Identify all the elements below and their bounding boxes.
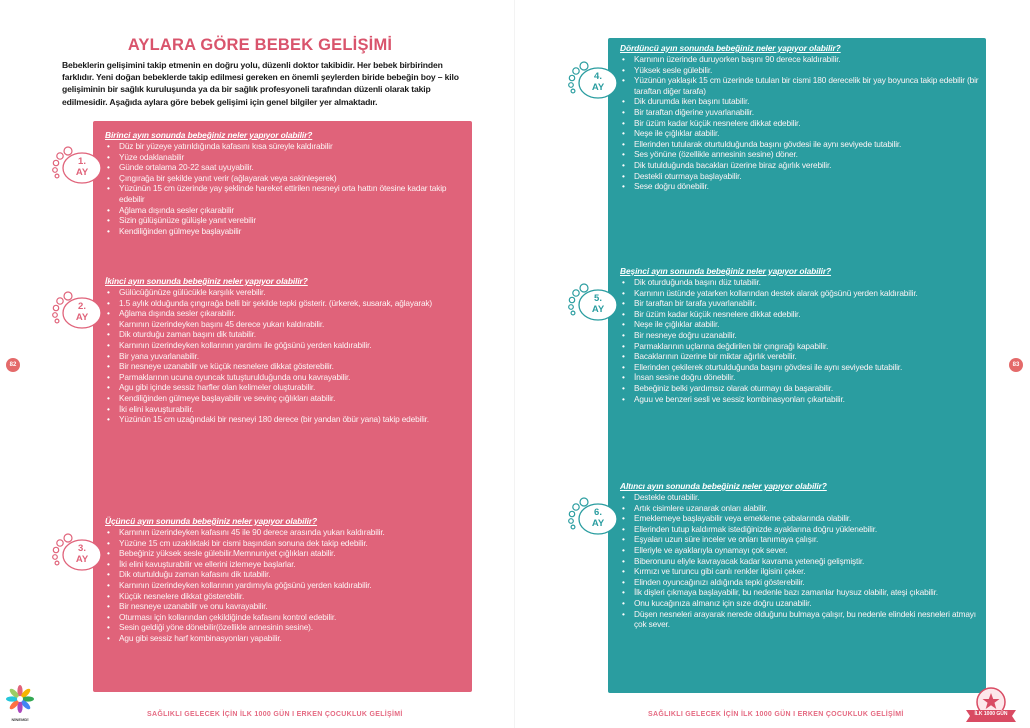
milestone-item: • Düşen nesneleri arayarak nerede olduğunu bulmaya çalışır, bu nedenle elindeki nesneleri atmayı çok sever. — [620, 609, 980, 630]
milestone-item: • Bebeğiniz yüksek sesle gülebilir.Memnuniyet çığlıkları atabilir. — [105, 548, 465, 559]
milestone-item: • Bir yana yuvarlanabilir. — [105, 351, 465, 362]
badge-number: 5. — [594, 293, 602, 304]
milestone-item: • Karnının üzerindeyken kollarının yardımı ile göğsünü yerden kaldırabilir. — [105, 340, 465, 351]
badge-label — [64, 544, 100, 565]
months-panel-left — [93, 121, 472, 692]
month-badge-6 — [562, 491, 624, 537]
flower-logo-icon — [6, 684, 34, 716]
logo-text: NİNEMDİ — [11, 717, 29, 722]
month-badge-4 — [562, 55, 624, 101]
milestone-item: • Dik oturduğunda başını düz tutabilir. — [620, 277, 980, 288]
milestone-item: • Ses yönüne (özellikle annesinin sesine) döner. — [620, 149, 980, 160]
milestone-item: • Parmaklarının uçlarına değdirilen bir çıngırağı kapabilir. — [620, 341, 980, 352]
month-heading: Beşinci ayın sonunda bebeğiniz neler yapıyor olabilir? — [620, 266, 832, 276]
month-section-5 — [620, 266, 980, 404]
milestone-item: • Kendiliğinden gülmeye başlayabilir ve sevinç çığlıkları atabilir. — [105, 393, 465, 404]
milestone-item: • Yüzünün yaklaşık 15 cm üzerinde tutulan bir cismi 180 derecelik bir yay boyunca takip edebilir (bir taraftan diğer tarafa) — [620, 75, 980, 96]
month-heading: Altıncı ayın sonunda bebeğiniz neler yapıyor olabilir? — [620, 481, 827, 491]
badge-unit: AY — [591, 303, 605, 315]
month-badge-2 — [46, 285, 108, 331]
milestone-item: • Düz bir yüzeye yatırıldığında kafasını kısa süreyle kaldırabilir — [105, 141, 465, 152]
month-badge-1 — [46, 140, 108, 186]
milestone-item: • İki elini kavuşturabilir. — [105, 404, 465, 415]
milestone-item: • Parmaklarının ucuna oyuncak tutuşturulduğunda onu kavrayabilir. — [105, 372, 465, 383]
milestone-item: • Artık cisimlere uzanarak onları alabilir. — [620, 503, 980, 514]
milestone-item: • Emeklemeye başlayabilir veya emekleme çabalarında olabilir. — [620, 513, 980, 524]
milestone-item: • Dik oturduğu zaman başını dik tutabilir. — [105, 329, 465, 340]
milestone-item: • Elleriyle ve ayaklarıyla oynamayı çok sever. — [620, 545, 980, 556]
milestone-item: • Ellerinden tutularak oturtulduğunda başını gövdesi ile aynı seviyede tutabilir. — [620, 139, 980, 150]
milestone-item: • Onu kucağınıza almanız için sıze doğru uzanabilir. — [620, 598, 980, 609]
badge-label — [580, 72, 616, 93]
month-heading: Birinci ayın sonunda bebeğiniz neler yapıyor olabilir? — [105, 130, 313, 140]
milestone-item: • Sese doğru dönebilir. — [620, 181, 980, 192]
footer-text-right: SAĞLIKLI GELECEK İÇİN İLK 1000 GÜN I ERKEN ÇOCUKLUK GELİŞİMİ — [648, 711, 904, 718]
milestone-item: • İki elini kavuşturabilir ve ellerini izlemeye başlarlar. — [105, 559, 465, 570]
month-badge-3 — [46, 527, 108, 573]
milestone-item: • Agu gibi içinde sessiz harfler olan kelimeler oluşturabilir. — [105, 382, 465, 393]
milestone-item: • Destekli oturmaya başlayabilir. — [620, 171, 980, 182]
milestone-item: • Destekle oturabilir. — [620, 492, 980, 503]
badge-unit: AY — [591, 81, 605, 93]
milestone-item: • Günde ortalama 20-22 saat uyuyabilir. — [105, 162, 465, 173]
month-section-2 — [105, 276, 465, 425]
badge-number: 1. — [78, 156, 86, 167]
milestone-item: • Yüzünün 15 cm uzağındaki bir nesneyi 180 derece (bir yandan öbür yana) takip edebilir. — [105, 414, 465, 425]
badge-number: 2. — [78, 301, 86, 312]
milestone-item: • Kırmızı ve turuncu gibi canlı renkler ilgisini çeker. — [620, 566, 980, 577]
milestone-item: • Bir üzüm kadar küçük nesnelere dikkat edebilir. — [620, 309, 980, 320]
milestone-item: • Biberonunu eliyle kavrayacak kadar kavrama yeteneği gelişmiştir. — [620, 556, 980, 567]
month-section-6 — [620, 481, 980, 630]
month-section-3 — [105, 516, 465, 644]
milestone-item: • Bir nesneye uzanabilir ve küçük nesnelere dikkat gösterebilir. — [105, 361, 465, 372]
milestone-item: • Sesin geldiği yöne dönebilir(özellikle annesinin sesine). — [105, 622, 465, 633]
right-page — [515, 0, 1030, 728]
milestone-item: • Yüzünün 15 cm üzerinde yay şeklinde hareket ettirilen nesneyi orta hattın ötesine kadar takip edebilir — [105, 183, 465, 204]
milestone-item: • Neşe ile çığlıklar atabilir. — [620, 319, 980, 330]
milestone-item: • Çıngırağa bir şekilde yanıt verir (ağlayarak veya sakinleşerek) — [105, 173, 465, 184]
milestone-item: • Yüksek sesle gülebilir. — [620, 65, 980, 76]
milestone-item: • Elinden oyuncağınızı aldığında tepki gösterebilir. — [620, 577, 980, 588]
badge-number: 4. — [594, 71, 602, 82]
logo-text: İLK 1000 GÜN — [974, 711, 1008, 717]
milestone-item: • Neşe ile çığlıklar atabilir. — [620, 128, 980, 139]
star-badge-icon — [962, 686, 1020, 724]
milestone-item: • Sizin gülüşünüze gülüşle yanıt verebilir — [105, 215, 465, 226]
milestone-item: • Ağlama dışında sesler çıkarabilir — [105, 205, 465, 216]
milestone-item: • Agu gibi sessiz harf kombinasyonları yapabilir. — [105, 633, 465, 644]
milestone-item: • Bir taraftan diğerine yuvarlanabilir. — [620, 107, 980, 118]
milestone-item: • İnsan sesine doğru dönebilir. — [620, 372, 980, 383]
milestone-item: • Dik oturtulduğu zaman kafasını dik tutabilir. — [105, 569, 465, 580]
milestone-item: • Ağlama dışında sesler çıkarabilir. — [105, 308, 465, 319]
milestone-item: • Karnının üzerindeyken kollarının yardımıyla göğsünü yerden kaldırabilir. — [105, 580, 465, 591]
milestone-item: • Bir nesneye uzanabilir ve onu kavrayabilir. — [105, 601, 465, 612]
milestone-list — [620, 492, 980, 630]
milestone-item: • Kendiliğinden gülmeye başlayabilir — [105, 226, 465, 237]
milestone-item: • Dik durumda iken başını tutabilir. — [620, 96, 980, 107]
badge-label — [580, 508, 616, 529]
milestone-item: • Bebeğiniz belki yardımsız olarak oturmayı da başarabilir. — [620, 383, 980, 394]
milestone-item: • Bir üzüm kadar küçük nesnelere dikkat edebilir. — [620, 118, 980, 129]
months-panel-right — [608, 38, 986, 693]
milestone-list — [620, 54, 980, 192]
month-heading: Dördüncü ayın sonunda bebeğiniz neler yapıyor olabilir? — [620, 43, 841, 53]
milestone-item: • Bir taraftan bir tarafa yuvarlanabilir. — [620, 298, 980, 309]
page-number-left: 82 — [6, 358, 20, 372]
milestone-item: • Küçük nesnelere dikkat gösterebilir. — [105, 591, 465, 602]
badge-label — [580, 294, 616, 315]
ilk-1000-gun-logo — [962, 686, 1020, 724]
badge-number: 6. — [594, 507, 602, 518]
milestone-list — [620, 277, 980, 404]
milestone-item: • Karnının üzerindeyken kafasını 45 ile 90 derece arasında yukarı kaldırabilir. — [105, 527, 465, 538]
milestone-list — [105, 141, 465, 236]
milestone-item: • Karnının üzerindeyken başını 45 derece yukarı kaldırabilir. — [105, 319, 465, 330]
badge-unit: AY — [75, 553, 89, 565]
milestone-item: • Yüze odaklanabilir — [105, 152, 465, 163]
month-heading: İkinci ayın sonunda bebeğiniz neler yapıyor olabilir? — [105, 276, 308, 286]
milestone-item: • Bacaklarının üzerine bir miktar ağırlık verebilir. — [620, 351, 980, 362]
milestone-item: • Yüzüne 15 cm uzaklıktaki bir cismi başından sonuna dek takip edebilir. — [105, 538, 465, 549]
milestone-item: • Ellerinden çekilerek oturtulduğunda başını gövdesi ile aynı seviyede tutabilir. — [620, 362, 980, 373]
milestone-item: • Dik tutulduğunda bacakları üzerine biraz ağırlık verebilir. — [620, 160, 980, 171]
intro-paragraph: Bebeklerin gelişimini takip etmenin en doğru yolu, düzenli doktor takibidir. Her bebek birbirinden farklıdır. Yeni doğan bebeklerde takip edilmesi gereken en önemli şeylerden biride bebeğin boy – kilo gelişiminin bir sağlık kuruluşunda ya da bir sağlık profesyoneli tarafından düzenli olarak takip edilmesidir. Aşağıda aylara göre bebek gelişimi için genel bilgiler yer almaktadır. — [62, 60, 459, 107]
month-heading: Üçüncü ayın sonunda bebeğiniz neler yapıyor olabilir? — [105, 516, 318, 526]
badge-unit: AY — [591, 517, 605, 529]
milestone-item: • Karnının üstünde yatarken kollarından destek alarak göğsünü yerden kaldırabilir. — [620, 288, 980, 299]
month-section-4 — [620, 43, 980, 192]
milestone-item: • Bir nesneye doğru uzanabilir. — [620, 330, 980, 341]
milestone-item: • 1.5 aylık olduğunda çıngırağa belli bir şekilde tepki gösterir. (ürkerek, susarak, ağlayarak) — [105, 298, 465, 309]
page-title: AYLARA GÖRE BEBEK GELİŞİMİ — [127, 36, 393, 54]
badge-label — [64, 157, 100, 178]
footer-text-left: SAĞLIKLI GELECEK İÇİN İLK 1000 GÜN I ERKEN ÇOCUKLUK GELİŞİMİ — [147, 711, 403, 718]
month-section-1 — [105, 130, 465, 236]
badge-unit: AY — [75, 311, 89, 323]
badge-label — [64, 302, 100, 323]
milestone-item: • Aguu ve benzeri sesli ve sessiz kombinasyonları çıkartabilir. — [620, 394, 980, 405]
month-badge-5 — [562, 277, 624, 323]
badge-unit: AY — [75, 166, 89, 178]
milestone-item: • Karnının üzerinde duruyorken başını 90 derece kaldırabilir. — [620, 54, 980, 65]
brand-logo — [6, 684, 34, 724]
milestone-item: • Oturması için kollarından çekildiğinde kafasını kontrol edebilir. — [105, 612, 465, 623]
badge-number: 3. — [78, 543, 86, 554]
milestone-list — [105, 527, 465, 644]
milestone-item: • Eşyaları uzun süre inceler ve onları tanımaya çalışır. — [620, 534, 980, 545]
milestone-item: • Ellerinden tutup kaldırmak istediğinizde ayaklarına doğru yüklenebilir. — [620, 524, 980, 535]
milestone-item: • İlk dişleri çıkmaya başlayabilir, bu nedenle bazı zamanlar huysuz olabilir, ateşi çıkabilir. — [620, 587, 980, 598]
page-number-right: 83 — [1009, 358, 1023, 372]
milestone-item: • Gülücüğünüze gülücükle karşılık verebilir. — [105, 287, 465, 298]
milestone-list — [105, 287, 465, 425]
